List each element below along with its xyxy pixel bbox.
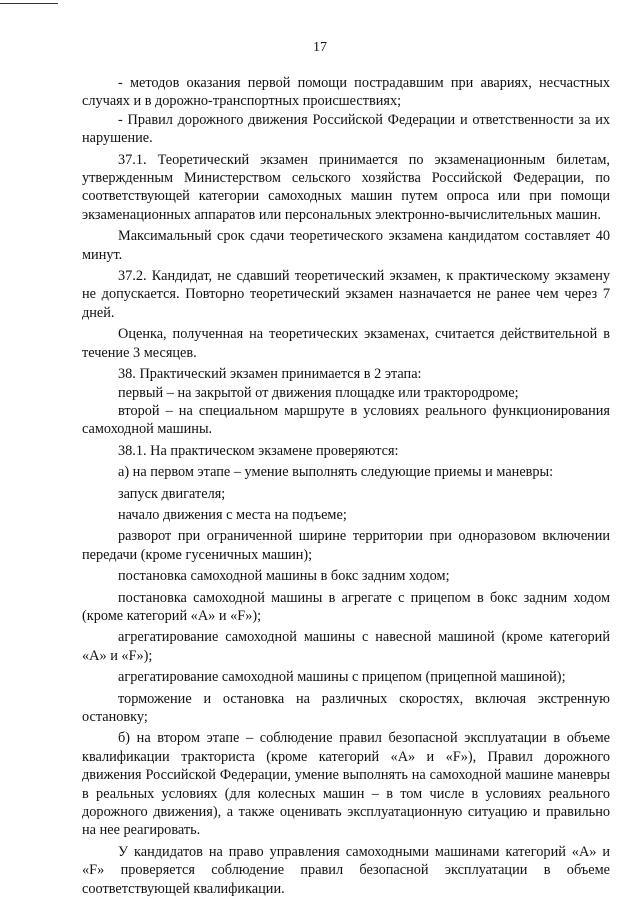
paragraph-turnaround: разворот при ограниченной ширине территории при одноразовом включении передачи (кроме гусеничных машин); — [82, 528, 610, 563]
paragraph-validity: Оценка, полученная на теоретических экзаменах, считается действительной в течение 3 месяцев. — [82, 326, 610, 361]
paragraph-trailer-parking: постановка самоходной машины в агрегате с прицепом в бокс задним ходом (кроме категорий «А» и «F»); — [82, 589, 610, 624]
paragraph-stage-one: первый – на закрытой от движения площадке или трактородроме; — [118, 384, 519, 401]
paragraph-second-stage: б) на втором этапе – соблюдение правил безопасной эксплуатации в объеме квалификации тракториста (кроме категорий «А» и «F»), Правил дорожного движения Российской Федерации, умение выполнять на самоходной машине маневры в реальных условиях (для колесных машин – в том числе в условиях реального дорожного движения), а также оценивать эксплуатационную ситуацию и правильно на нее реагировать. — [82, 730, 610, 839]
paragraph-categories-a-f: У кандидатов на право управления самоходными машинами категорий «А» и «F» проверяется соблюдение правил безопасной эксплуатации в объеме соответствующей квалификации. — [82, 843, 610, 897]
paragraph-38: 38. Практический экзамен принимается в 2 этапа: — [118, 366, 422, 383]
paragraph-first-aid: - методов оказания первой помощи пострадавшим при авариях, несчастных случаях и в дорожно-транспортных происшествиях; — [82, 75, 610, 110]
paragraph-stage-two: второй – на специальном маршруте в условиях реального функционирования самоходной машины. — [82, 402, 610, 438]
document-body — [82, 74, 610, 898]
paragraph-trailer-coupling: агрегатирование самоходной машины с прицепом (прицепной машиной); — [118, 669, 566, 686]
paragraph-38-1: 38.1. На практическом экзамене проверяются: — [118, 442, 399, 459]
paragraph-37-2: 37.2. Кандидат, не сдавший теоретический экзамен, к практическому экзамену не допускается. Повторно теоретический экзамен назначается не ранее чем через 7 дней. — [82, 268, 610, 321]
paragraph-first-stage-skills: а) на первом этапе – умение выполнять следующие приемы и маневры: — [118, 464, 554, 481]
paragraph-37-1: 37.1. Теоретический экзамен принимается по экзаменационным билетам, утвержденным Министерством сельского хозяйства Российской Федерации, по соответствующей категории самоходных машин путем опроса или при помощи экзаменационных аппаратов или персональных электронно-вычислительных машин. — [82, 151, 610, 223]
paragraph-mounted-implement: агрегатирование самоходной машины с навесной машиной (кроме категорий «А» и «F»); — [82, 629, 610, 664]
paragraph-hill-start: начало движения с места на подъеме; — [118, 506, 347, 523]
paragraph-max-duration: Максимальный срок сдачи теоретического экзамена кандидатом составляет 40 минут. — [82, 228, 610, 263]
paragraph-reverse-parking: постановка самоходной машины в бокс задним ходом; — [118, 568, 450, 585]
paragraph-traffic-rules: - Правил дорожного движения Российской Федерации и ответственности за их нарушение. — [82, 111, 610, 147]
page-number: 17 — [313, 40, 327, 55]
top-rule — [0, 3, 58, 4]
paragraph-braking: торможение и остановка на различных скоростях, включая экстренную остановку; — [82, 690, 610, 725]
paragraph-engine-start: запуск двигателя; — [118, 485, 226, 502]
